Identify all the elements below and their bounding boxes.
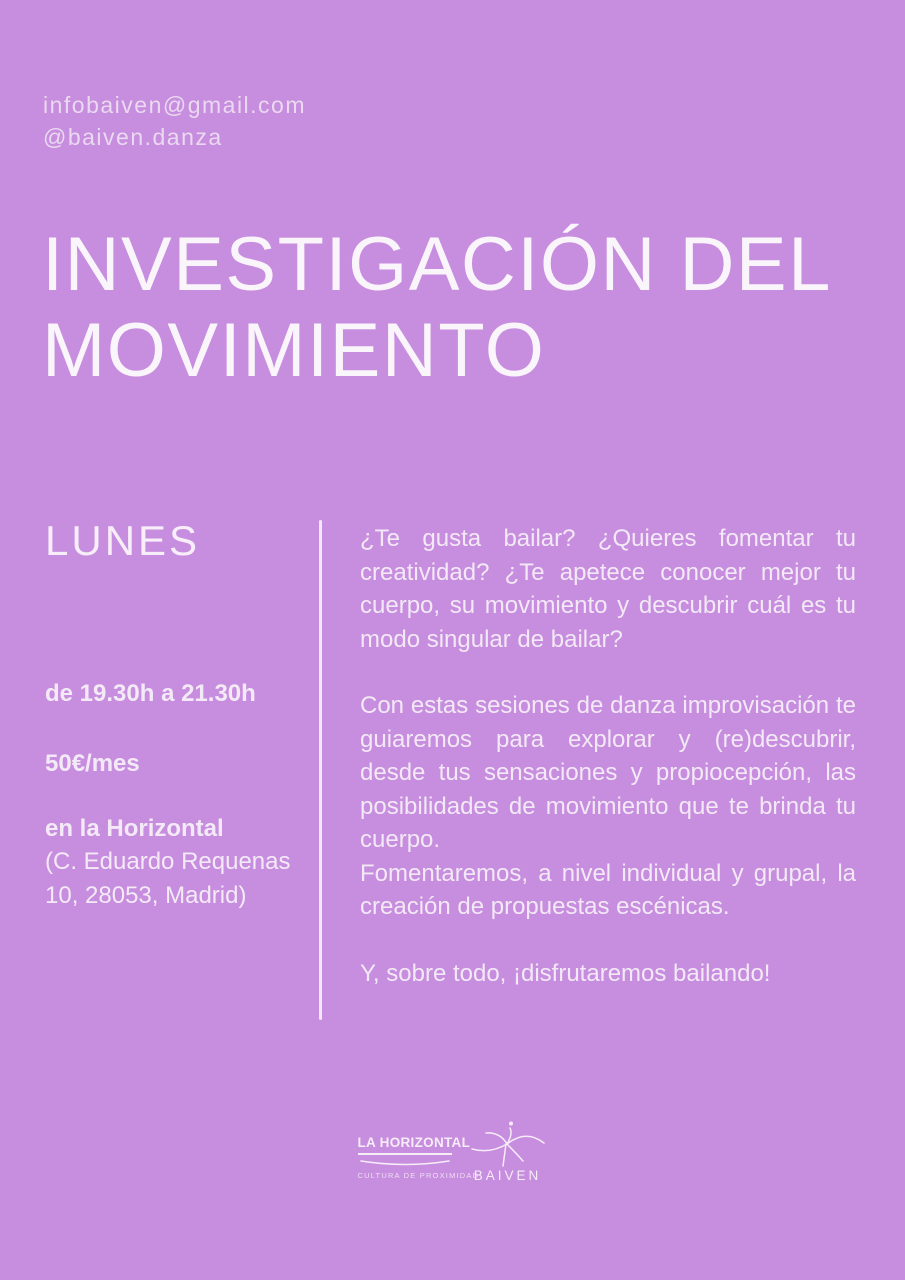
contact-email: infobaiven@gmail.com	[43, 92, 307, 118]
la-horizontal-arc-icon	[360, 1159, 450, 1168]
baiven-dancer-icon	[470, 1120, 546, 1167]
schedule-venue: en la Horizontal	[45, 815, 224, 842]
vertical-divider	[319, 520, 322, 1020]
description-paragraph-2: Con estas sesiones de danza improvisación te guiaremos para explorar y (re)descubrir, desde tus sensaciones y propiocepción, las posibilidades de movimiento que te brinda tu cuerpo.	[360, 692, 856, 853]
description-text	[360, 522, 856, 990]
la-horizontal-logo	[357, 1135, 480, 1180]
schedule-day: LUNES	[45, 517, 201, 564]
contact-instagram: @baiven.danza	[43, 124, 223, 150]
description-paragraph-3: Fomentaremos, a nivel individual y grupal, la creación de propuestas escénicas.	[360, 859, 856, 920]
footer-logos	[0, 1120, 905, 1183]
la-horizontal-logo-text: LA HORIZONTAL	[357, 1135, 471, 1150]
la-horizontal-rule	[358, 1153, 452, 1155]
schedule-price: 50€/mes	[45, 750, 140, 777]
address-line-2: 10, 28053, Madrid)	[45, 881, 247, 909]
contact-info	[43, 89, 306, 153]
baiven-logo	[468, 1120, 548, 1183]
schedule-time: de 19.30h a 21.30h	[45, 680, 256, 707]
description-paragraph-1: ¿Te gusta bailar? ¿Quieres fomentar tu creatividad? ¿Te apetece conocer mejor tu cuerpo, su movimiento y descubrir cuál es tu modo singular de bailar?	[360, 525, 856, 653]
title-line-1: INVESTIGACIÓN DEL	[42, 222, 832, 307]
title-line-2: MOVIMIENTO	[42, 308, 546, 393]
address-line-1: (C. Eduardo Requenas	[45, 848, 291, 875]
baiven-logo-text: BAIVEN	[473, 1168, 542, 1183]
la-horizontal-tagline: CULTURA DE PROXIMIDAD	[357, 1171, 480, 1180]
schedule-address	[45, 845, 290, 912]
poster-title	[42, 222, 832, 394]
description-paragraph-4: Y, sobre todo, ¡disfrutaremos bailando!	[360, 959, 771, 987]
